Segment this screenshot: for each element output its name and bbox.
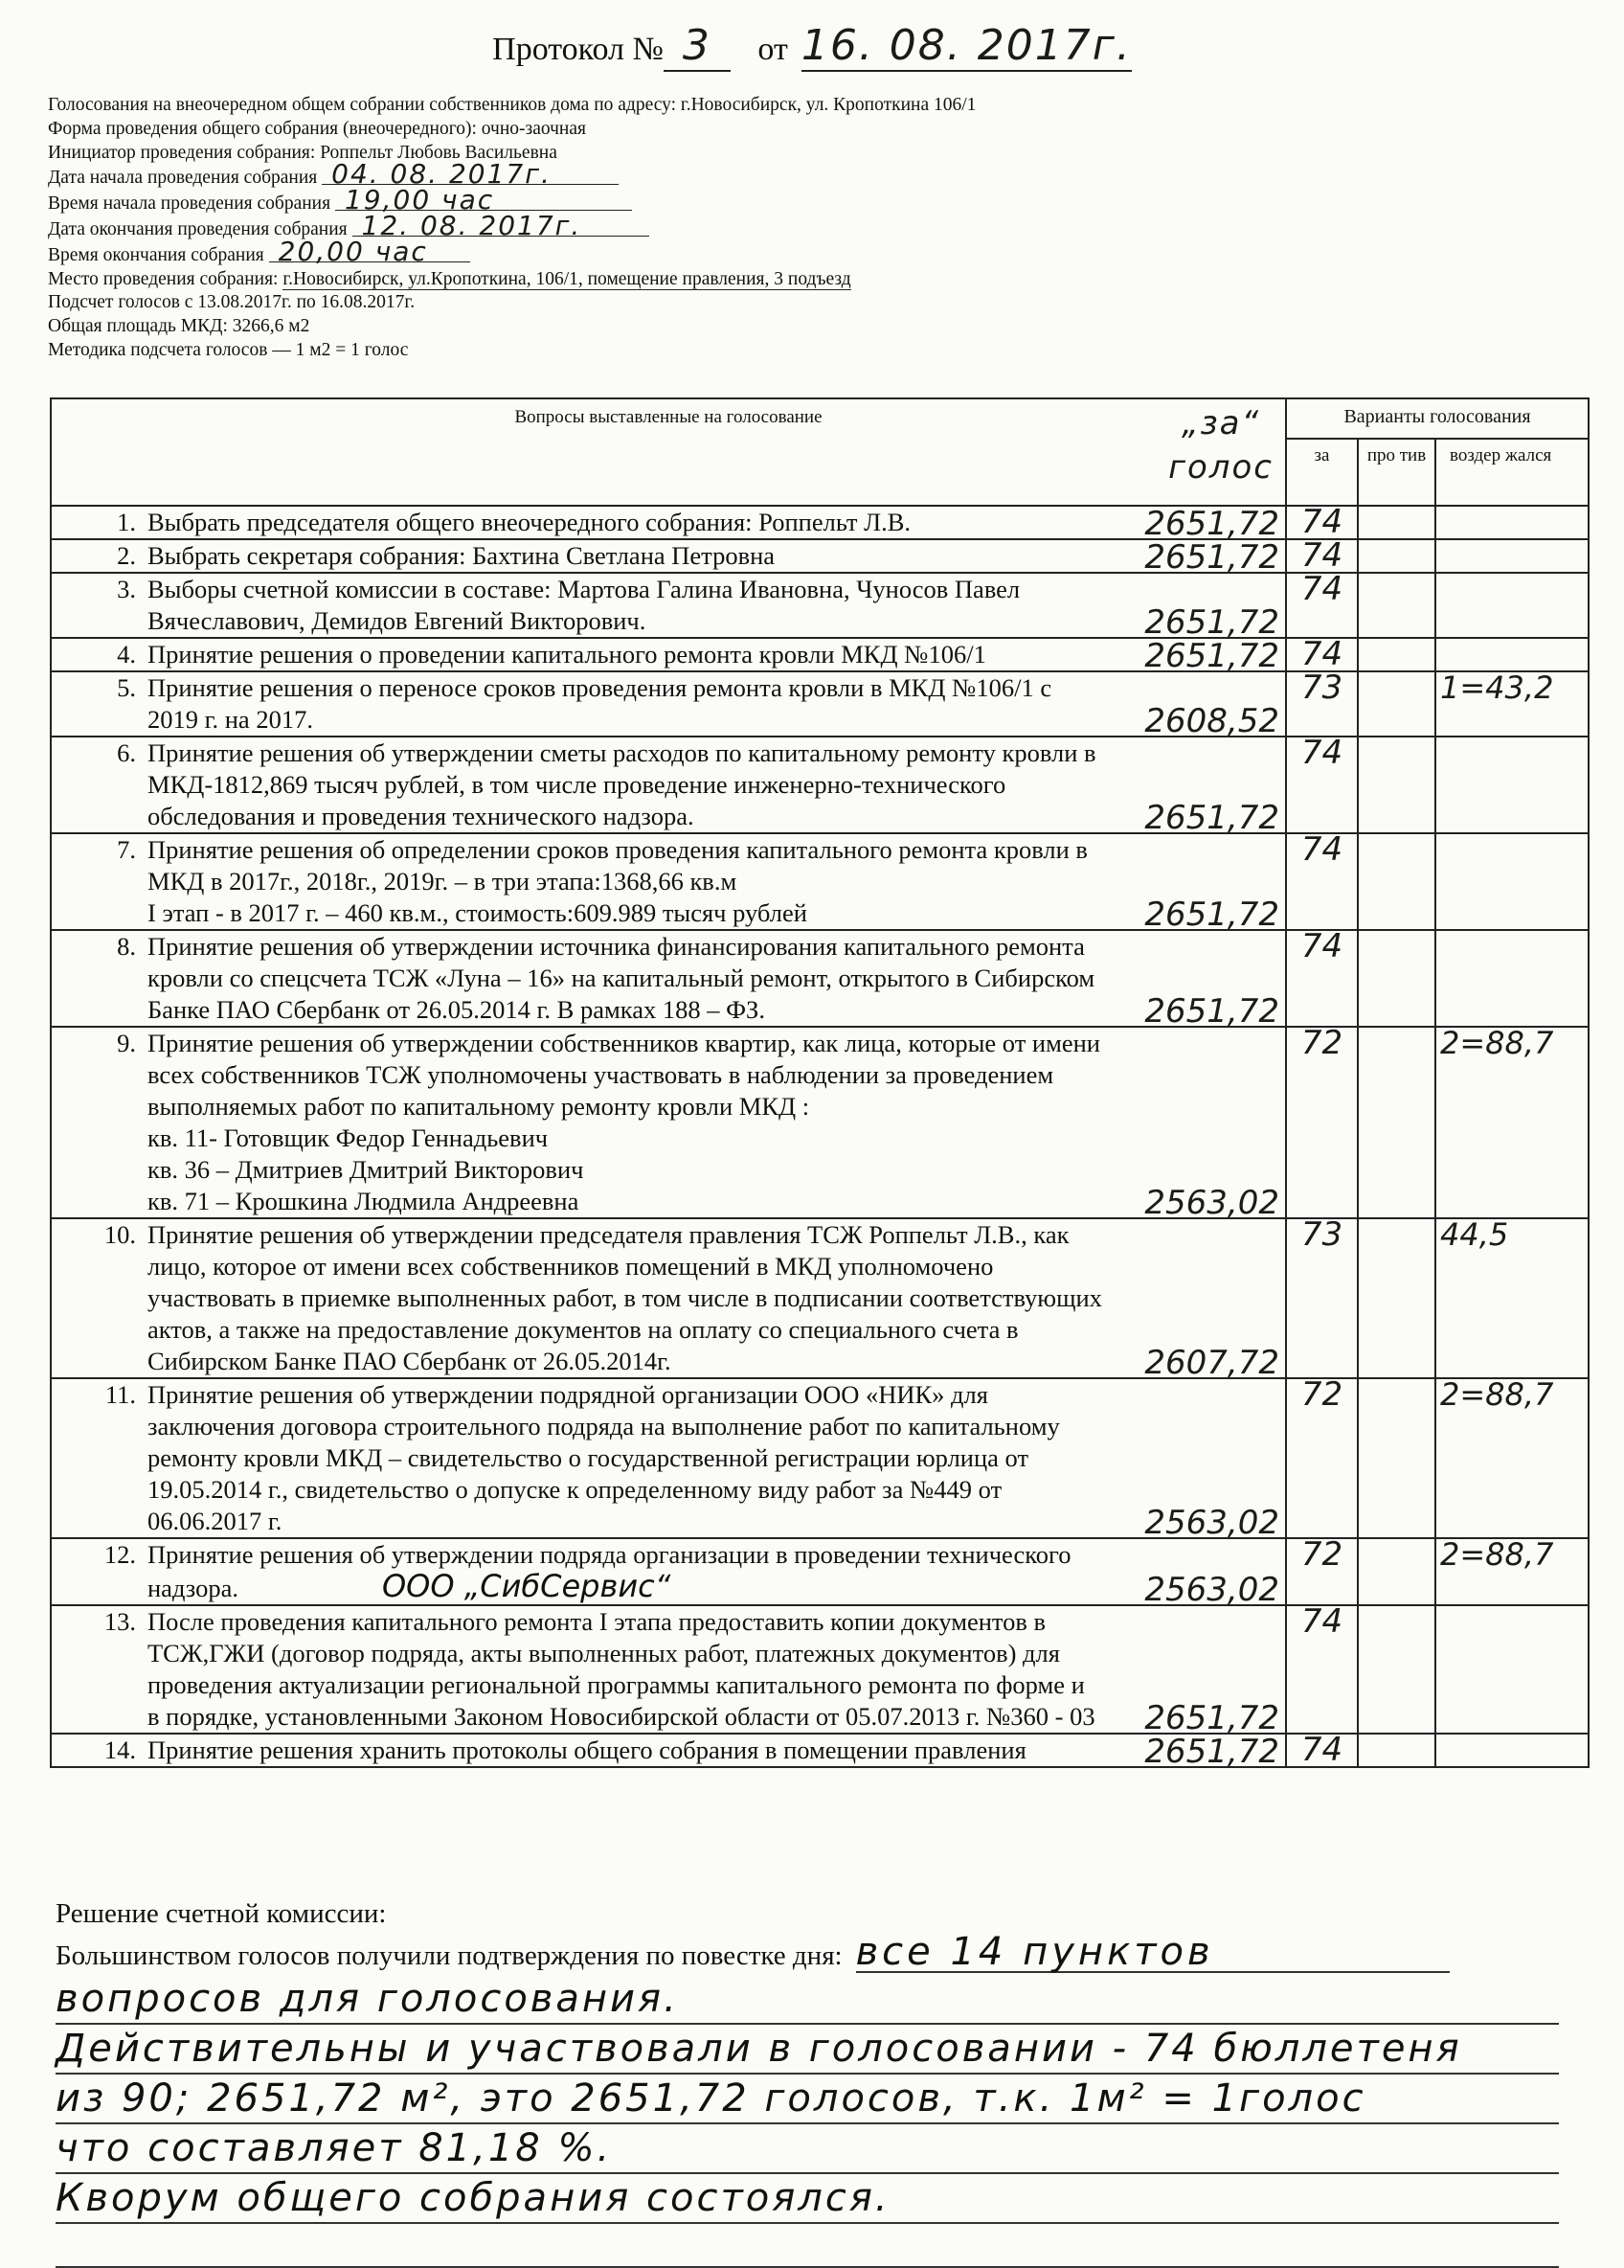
date-prefix: от	[757, 32, 788, 67]
end-time-label: Время окончания собрания	[48, 244, 264, 265]
for-header: за	[1286, 439, 1358, 506]
votes-for-cell: 74	[1286, 506, 1358, 539]
variants-header: Варианты голосования	[1286, 398, 1589, 439]
meta-area: Общая площадь МКД: 3266,6 м2	[48, 316, 310, 337]
end-date-value: 12. 08. 2017г.	[352, 216, 649, 237]
question-line: МКД в 2017г., 2018г., 2019г. – в три этапа:1368,66 кв.м	[147, 867, 737, 896]
table-row	[51, 833, 1589, 930]
table-row	[51, 930, 1589, 1027]
meta-start-time	[48, 184, 1197, 216]
question-line: Принятие решения хранить протоколы общего собрания в помещении правления	[147, 1735, 1026, 1764]
question-line: Принятие решения об утверждении подряда организации в проведении технического	[147, 1540, 1071, 1569]
question-text	[147, 507, 1249, 538]
question-text	[147, 737, 1249, 832]
votes-against-cell	[1358, 737, 1435, 833]
question-cell	[51, 1218, 1286, 1382]
end-date-label: Дата окончания проведения собрания	[48, 218, 348, 239]
start-date-value: 04. 08. 2017г.	[322, 165, 619, 185]
za-votes-sum: 2651,72	[1144, 1733, 1279, 1771]
question-number: 5.	[117, 673, 136, 702]
question-line: Сибирском Банке ПАО Сбербанк от 26.05.2014г.	[147, 1347, 671, 1375]
protocol-date: 16. 08. 2017г.	[801, 21, 1132, 70]
votes-abstain-cell	[1435, 833, 1589, 930]
question-line: Принятие решения об утверждении председателя правления ТСЖ Роппельт Л.В., как	[147, 1220, 1070, 1249]
votes-for-cell: 74	[1286, 833, 1358, 930]
question-number: 8.	[117, 932, 136, 961]
meta-end-date	[48, 209, 1197, 242]
votes-against-cell	[1358, 930, 1435, 1027]
start-time-label: Время начала проведения собрания	[48, 193, 331, 215]
za-votes-sum: 2651,72	[1144, 1699, 1279, 1737]
votes-abstain-cell	[1435, 638, 1589, 671]
votes-abstain-cell: 1=43,2	[1435, 671, 1589, 737]
votes-abstain-cell	[1435, 1605, 1589, 1734]
za-votes-sum: 2608,52	[1144, 702, 1279, 740]
votes-for-cell: 74	[1286, 638, 1358, 671]
table-row	[51, 539, 1589, 573]
question-number: 13.	[103, 1607, 136, 1636]
decision-hw-3: Действительны и участвовали в голосовании - 74 бюллетеня	[56, 2025, 1559, 2075]
za-votes-sum: 2563,02	[1144, 1571, 1279, 1609]
question-number: 6.	[117, 738, 136, 767]
question-text	[147, 1539, 1249, 1604]
votes-against-cell	[1358, 638, 1435, 671]
votes-abstain-cell	[1435, 539, 1589, 573]
za-votes-sum: 2651,72	[1144, 992, 1279, 1031]
question-line: Выборы счетной комиссии в составе: Мартова Галина Ивановна, Чуносов Павел	[147, 575, 1021, 603]
za-votes-sum: 2651,72	[1144, 538, 1279, 577]
votes-abstain-cell: 44,5	[1435, 1218, 1589, 1378]
votes-against-cell	[1358, 1218, 1435, 1378]
question-text	[147, 1735, 1249, 1766]
za-votes-sum: 2563,02	[1144, 1184, 1279, 1222]
question-line: кровли со спецсчета ТСЖ «Луна – 16» на капитальный ремонт, открытого в Сибирском	[147, 964, 1095, 992]
question-line: заключения договора строительного подряда на выполнение работ по капитальному	[147, 1412, 1060, 1440]
question-line: Выбрать секретаря собрания: Бахтина Светлана Петровна	[147, 541, 776, 570]
decision-majority	[56, 1930, 1559, 1975]
protocol-title	[0, 21, 1624, 72]
votes-against-cell	[1358, 573, 1435, 638]
votes-abstain-cell: 2=88,7	[1435, 1378, 1589, 1538]
table-row	[51, 1218, 1589, 1378]
question-line: Принятие решения о переносе сроков проведения ремонта кровли в МКД №106/1 с	[147, 673, 1052, 702]
question-text	[147, 639, 1249, 670]
question-line: Принятие решения об утверждении источника финансирования капитального ремонта	[147, 932, 1085, 961]
counting-commission-decision	[56, 1894, 1559, 2268]
question-number: 4.	[117, 640, 136, 669]
votes-for-cell: 72	[1286, 1538, 1358, 1605]
majority-text: Большинством голосов получили подтверждения по повестке дня:	[56, 1940, 843, 1971]
meta-end-time	[48, 235, 1197, 268]
question-number: 9.	[117, 1029, 136, 1057]
votes-abstain-cell	[1435, 737, 1589, 833]
votes-against-cell	[1358, 506, 1435, 539]
votes-for-cell: 73	[1286, 1218, 1358, 1378]
question-text	[147, 574, 1249, 637]
votes-abstain-cell	[1435, 1734, 1589, 1767]
table-row	[51, 671, 1589, 737]
table-row	[51, 1734, 1589, 1767]
question-cell	[51, 930, 1286, 1031]
question-cell	[51, 737, 1286, 837]
meta-count-period: Подсчет голосов с 13.08.2017г. по 16.08.2017г.	[48, 292, 416, 313]
place-label: Место проведения собрания:	[48, 268, 279, 289]
question-number: 10.	[103, 1220, 136, 1249]
question-number: 7.	[117, 835, 136, 864]
votes-against-cell	[1358, 671, 1435, 737]
question-cell	[51, 1378, 1286, 1542]
votes-for-cell: 74	[1286, 539, 1358, 573]
question-line: Банке ПАО Сбербанк от 26.05.2014 г. В рамках 188 – ФЗ.	[147, 995, 765, 1024]
question-cell	[51, 1733, 1286, 1771]
votes-against-cell	[1358, 1605, 1435, 1734]
question-line: После проведения капитального ремонта I этапа предоставить копии документов в	[147, 1607, 1047, 1636]
question-number: 3.	[117, 575, 136, 603]
decision-hw-2: вопросов для голосования.	[56, 1975, 1559, 2025]
question-text	[147, 1219, 1249, 1377]
protocol-number: 3	[664, 21, 731, 72]
votes-for-cell: 74	[1286, 930, 1358, 1027]
decision-label: Решение счетной комиссии:	[56, 1898, 387, 1929]
questions-header	[51, 398, 1286, 506]
votes-against-cell	[1358, 1027, 1435, 1218]
question-line: 2019 г. на 2017.	[147, 705, 313, 734]
za-votes-sum: 2651,72	[1144, 896, 1279, 934]
votes-for-cell: 74	[1286, 1734, 1358, 1767]
question-line: проведения актуализации региональной программы капитального ремонта по форме и	[147, 1670, 1085, 1699]
votes-against-cell	[1358, 1378, 1435, 1538]
table-row	[51, 1538, 1589, 1605]
za-votes-header-2: голос	[1168, 448, 1274, 487]
votes-abstain-cell	[1435, 930, 1589, 1027]
decision-hw-1: все 14 пунктов	[856, 1933, 1450, 1973]
za-votes-header-1: „за“	[1181, 404, 1261, 442]
question-cell	[51, 833, 1286, 934]
votes-against-cell	[1358, 1734, 1435, 1767]
question-line: кв. 11- Готовщик Федор Геннадьевич	[147, 1123, 549, 1152]
question-number: 12.	[103, 1540, 136, 1569]
question-text	[147, 1028, 1249, 1217]
question-cell	[51, 1605, 1286, 1737]
meta-address: Голосования на внеочередном общем собрании собственников дома по адресу: г.Новосибирск, ул. Кропоткина 106/1	[48, 95, 977, 115]
question-cell	[51, 573, 1286, 642]
question-line: 19.05.2014 г., свидетельство о допуске к определенному виду работ за №449 от	[147, 1475, 1003, 1504]
za-votes-header	[1168, 401, 1274, 489]
question-line-text: надзора.	[147, 1574, 238, 1602]
meeting-info	[48, 94, 1197, 363]
start-date-label: Дата начала проведения собрания	[48, 168, 318, 189]
za-votes-sum: 2651,72	[1144, 505, 1279, 543]
votes-against-cell	[1358, 833, 1435, 930]
question-cell	[51, 637, 1286, 675]
question-line: Принятие решения об утверждении собственников квартир, как лица, которые от имени	[147, 1029, 1100, 1057]
votes-against-cell	[1358, 539, 1435, 573]
question-line: I этап - в 2017 г. – 460 кв.м., стоимость:609.989 тысяч рублей	[147, 898, 807, 927]
question-line: Вячеславович, Демидов Евгений Викторович.	[147, 606, 646, 635]
abstain-header: воздер жался	[1435, 439, 1589, 506]
question-text	[147, 1379, 1249, 1537]
end-time-value: 20,00 час	[269, 242, 470, 262]
question-text	[147, 672, 1249, 736]
votes-against-cell	[1358, 1538, 1435, 1605]
question-line: 06.06.2017 г.	[147, 1507, 282, 1535]
question-text	[147, 931, 1249, 1026]
handwritten-organization: ООО „СибСервис“	[381, 1568, 671, 1604]
table-row	[51, 506, 1589, 539]
meta-place	[48, 268, 1197, 292]
table-row	[51, 737, 1589, 833]
voting-table	[50, 397, 1590, 1771]
table-row	[51, 1378, 1589, 1538]
meta-start-date	[48, 158, 1197, 191]
question-cell	[51, 1538, 1286, 1609]
question-line: Принятие решения о проведении капитального ремонта кровли МКД №106/1	[147, 640, 986, 669]
question-number: 14.	[103, 1735, 136, 1764]
za-votes-sum: 2651,72	[1144, 603, 1279, 642]
question-line: ТСЖ,ГЖИ (договор подряда, акты выполненных работ, платежных документов) для	[147, 1639, 1060, 1667]
za-votes-sum: 2607,72	[1144, 1344, 1279, 1382]
start-time-value: 19,00 час	[335, 191, 632, 211]
meta-initiator: Инициатор проведения собрания: Роппельт Любовь Васильевна	[48, 142, 557, 163]
question-line: обследования и проведения технического надзора.	[147, 802, 694, 830]
votes-for-cell: 74	[1286, 737, 1358, 833]
table-row	[51, 573, 1589, 638]
question-line: Принятие решения об утверждении сметы расходов по капитальному ремонту кровли в	[147, 738, 1096, 767]
question-cell	[51, 505, 1286, 543]
question-text	[147, 540, 1249, 572]
questions-header-label: Вопросы выставленные на голосование	[514, 407, 823, 427]
meta-form: Форма проведения общего собрания (внеочередного): очно-заочная	[48, 118, 586, 139]
decision-hw-5: что составляет 81,18 %.	[56, 2124, 1559, 2174]
question-cell	[51, 1027, 1286, 1222]
question-line: в порядке, установленными Законом Новосибирской области от 05.07.2013 г. №360 - 03	[147, 1702, 1095, 1731]
votes-for-cell: 74	[1286, 573, 1358, 638]
votes-abstain-cell	[1435, 573, 1589, 638]
question-line: Выбрать председателя общего внеочередного собрания: Роппельт Л.В.	[147, 508, 912, 536]
votes-for-cell: 73	[1286, 671, 1358, 737]
question-line	[147, 1568, 1249, 1604]
question-line: всех собственников ТСЖ уполномочены участвовать в наблюдении за проведением	[147, 1060, 1054, 1089]
question-line: кв. 36 – Дмитриев Дмитрий Викторович	[147, 1155, 584, 1184]
question-line: участвовать в приемке выполненных работ, в том числе в подписании соответствующих	[147, 1283, 1102, 1312]
za-votes-sum: 2651,72	[1144, 637, 1279, 675]
question-cell	[51, 671, 1286, 740]
question-number: 1.	[117, 508, 136, 536]
blank-line	[56, 2224, 1559, 2268]
za-votes-sum: 2563,02	[1144, 1504, 1279, 1542]
votes-abstain-cell: 2=88,7	[1435, 1538, 1589, 1605]
table-row	[51, 638, 1589, 671]
question-line: кв. 71 – Крошкина Людмила Андреевна	[147, 1187, 579, 1215]
question-number: 2.	[117, 541, 136, 570]
question-line: Принятие решения об утверждении подрядной организации ООО «НИК» для	[147, 1380, 988, 1409]
place-value: г.Новосибирск, ул.Кропоткина, 106/1, помещение правления, 3 подъезд	[282, 268, 851, 289]
question-line: актов, а также на предоставление документов на оплату со специального счета в	[147, 1315, 1019, 1344]
decision-hw-4: из 90; 2651,72 м², это 2651,72 голосов, т.к. 1м² = 1голос	[56, 2075, 1559, 2124]
table-row	[51, 1605, 1589, 1734]
question-line: Принятие решения об определении сроков проведения капитального ремонта кровли в	[147, 835, 1088, 864]
question-text	[147, 834, 1249, 929]
question-line: ремонту кровли МКД – свидетельство о государственной регистрации юрлица от	[147, 1443, 1029, 1472]
votes-for-cell: 72	[1286, 1378, 1358, 1538]
question-text	[147, 1606, 1249, 1733]
votes-for-cell: 74	[1286, 1605, 1358, 1734]
meta-method: Методика подсчета голосов — 1 м2 = 1 голос	[48, 339, 409, 360]
question-line: лицо, которое от имени всех собственников помещений в МКД уполномочено	[147, 1252, 994, 1281]
question-line: МКД-1812,869 тысяч рублей, в том числе проведение инженерно-технического	[147, 770, 1006, 799]
question-line: выполняемых работ по капитальному ремонту кровли МКД :	[147, 1092, 810, 1121]
votes-abstain-cell	[1435, 506, 1589, 539]
table-row	[51, 1027, 1589, 1218]
votes-abstain-cell: 2=88,7	[1435, 1027, 1589, 1218]
votes-for-cell: 72	[1286, 1027, 1358, 1218]
question-number: 11.	[104, 1380, 136, 1409]
decision-hw-6: Кворум общего собрания состоялся.	[56, 2174, 1559, 2224]
title-prefix: Протокол №	[492, 32, 664, 67]
question-cell	[51, 538, 1286, 577]
za-votes-sum: 2651,72	[1144, 799, 1279, 837]
against-header: про тив	[1358, 439, 1435, 506]
